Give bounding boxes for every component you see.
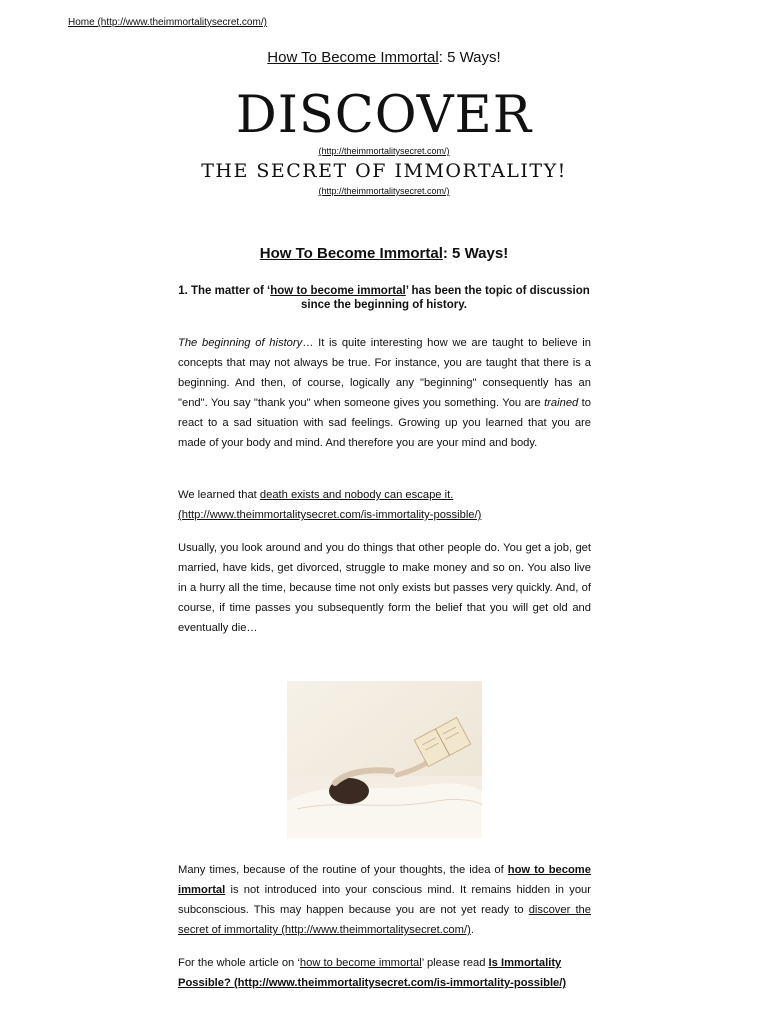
- paragraph-4-mid: is not introduced into your conscious mind. It remains hidden in your subconscious. This may happen because you are not yet ready to: [178, 884, 591, 916]
- death-exists-link[interactable]: death exists and nobody can escape it. (http://www.theimmortalitysecret.com/is-immortality-possible/): [178, 489, 482, 521]
- paragraph-1-italic: The beginning of history: [178, 337, 303, 349]
- home-link[interactable]: Home (http://www.theimmortalitysecret.com/): [68, 17, 267, 28]
- how-to-become-immortal-link[interactable]: how to become immortal: [178, 864, 591, 896]
- paragraph-5: [178, 953, 591, 993]
- article-title-link[interactable]: How To Become Immortal: [259, 245, 443, 262]
- site-title-suffix: : 5 Ways!: [438, 49, 501, 66]
- subheading-prefix: 1. The matter of ‘: [178, 285, 271, 297]
- paragraph-5-mid: ’ please read: [421, 957, 489, 969]
- paragraph-4: [178, 860, 591, 940]
- site-title: [0, 49, 768, 66]
- tagline-link[interactable]: THE SECRET OF IMMORTALITY!: [201, 160, 567, 182]
- subheading-link[interactable]: how to become immortal: [270, 285, 406, 297]
- logo-url-link[interactable]: (http://theimmortalitysecret.com/): [318, 146, 450, 156]
- paragraph-1-text-a: … It is quite interesting how we are taught to believe in concepts that may not always be true. For instance, you are taught that there is a beginning. And then, of course, logically any "beginning" consequently has an "end". You say "thank you" when someone gives you something. You are: [178, 337, 591, 409]
- tagline-url-link[interactable]: (http://theimmortalitysecret.com/): [318, 186, 450, 196]
- site-title-link[interactable]: How To Become Immortal: [267, 49, 439, 66]
- paragraph-2-prefix: We learned that: [178, 489, 260, 501]
- article-title-suffix: : 5 Ways!: [442, 245, 509, 262]
- paragraph-1: [178, 333, 591, 453]
- article-title: [0, 245, 768, 262]
- paragraph-5-prefix: For the whole article on ‘: [178, 957, 300, 969]
- discover-secret-link[interactable]: discover the secret of immortality (http://www.theimmortalitysecret.com/): [178, 904, 591, 936]
- is-immortality-possible-link[interactable]: Is Immortality Possible? (http://www.theimmortalitysecret.com/is-immortality-possible/): [178, 957, 567, 989]
- woman-reading-photo: [287, 681, 482, 838]
- paragraph-1-text-b: to react to a sad situation with sad feelings. Growing up you learned that you are made of your body and mind. And therefore you are your mind and body.: [178, 397, 591, 449]
- discover-logo-link[interactable]: DISCOVER: [235, 86, 533, 145]
- how-to-become-immortal-link-2[interactable]: how to become immortal: [299, 957, 422, 969]
- subheading-suffix: ’ has been the topic of discussion since the beginning of history.: [301, 285, 590, 311]
- paragraph-2: [178, 485, 591, 525]
- paragraph-1-trained: trained: [544, 397, 579, 409]
- paragraph-3: Usually, you look around and you do things that other people do. You get a job, get married, have kids, get divorced, struggle to make money and so on. You also live in a hurry all the time, because time not only exists but passes very quickly. And, of course, if time passes you subsequently form the belief that you will get old and eventually die…: [178, 542, 591, 634]
- paragraph-4-prefix: Many times, because of the routine of your thoughts, the idea of: [178, 864, 508, 876]
- article-subheading: [178, 284, 590, 312]
- paragraph-4-end: .: [470, 924, 474, 936]
